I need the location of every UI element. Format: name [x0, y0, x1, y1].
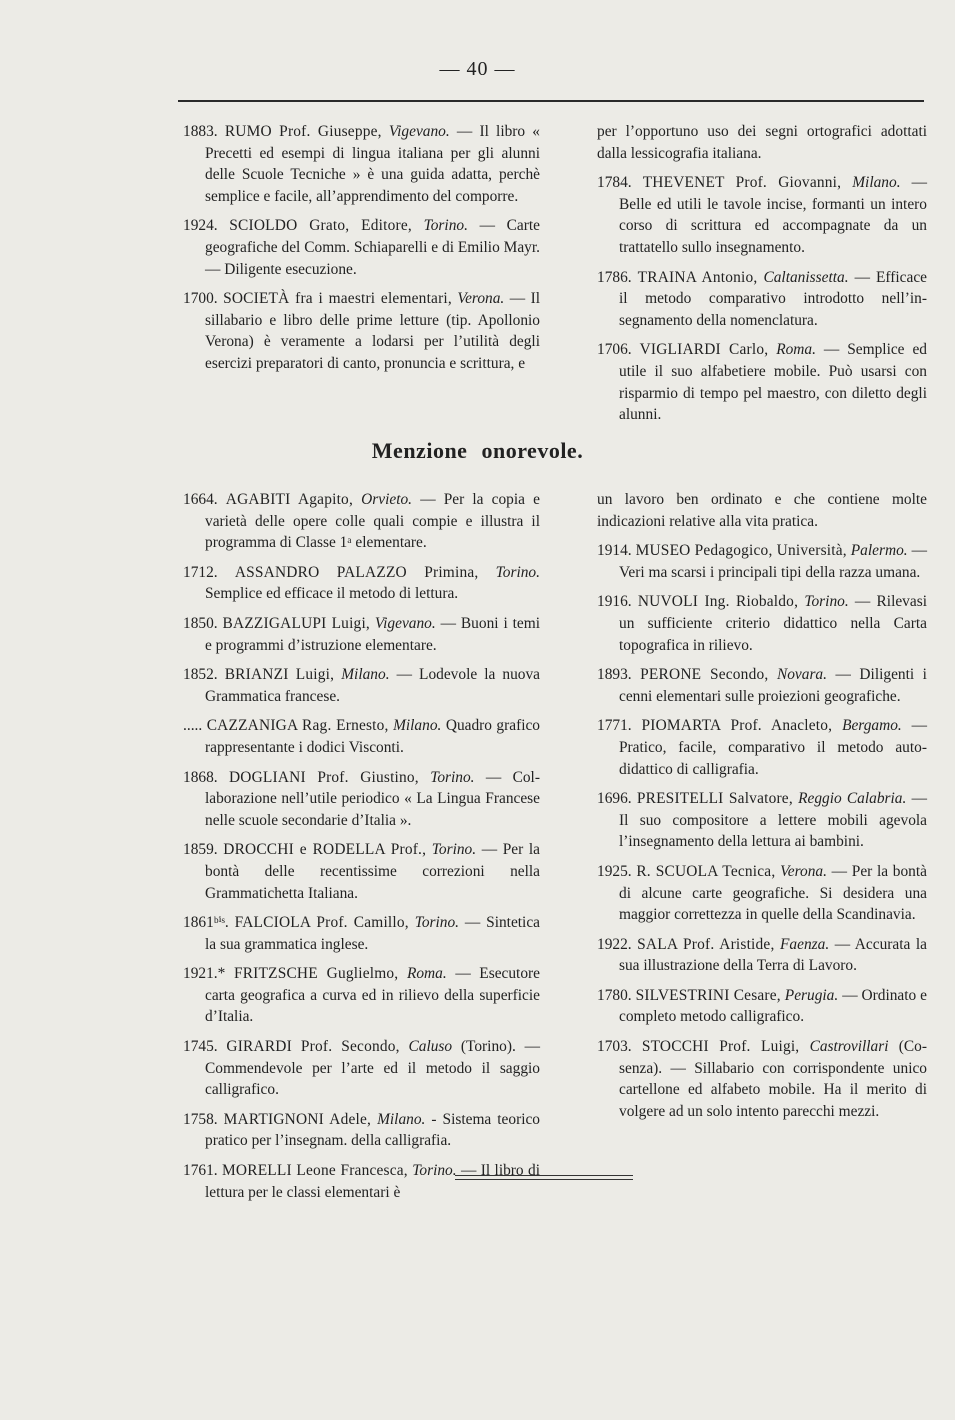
entry-place: Faenza.	[780, 935, 830, 953]
entry-text: — Semplice ed utile il suo alfabetiere mobile. Può usarsi con risparmio di tempo pel maestro, con diletto degli alunni.	[619, 341, 927, 424]
entry-text: — Veri ma scarsi i principali tipi della razza umana.	[619, 542, 927, 581]
entry-name: SILVESTRINI Cesare,	[635, 986, 781, 1004]
header-rule	[178, 100, 924, 102]
entry-place: Orvieto.	[361, 491, 413, 508]
entry-place: Vigevano.	[374, 614, 436, 632]
entry-number: 1758.	[183, 1110, 218, 1128]
section-title-word-2: onorevole.	[481, 438, 584, 463]
entry-text: — Buoni i temi e programmi d’istruzione elementare.	[205, 614, 540, 654]
entry-place: Vigevano.	[388, 123, 450, 140]
entry-number: 1883.	[183, 123, 218, 140]
entry-place: Torino.	[804, 593, 849, 611]
entry	[597, 172, 927, 258]
entry-name: PIOMARTA Prof. Anacleto,	[641, 717, 833, 735]
entry-number: 1850.	[183, 614, 218, 632]
entry-place: Milano.	[852, 174, 901, 192]
entry-number: 1786.	[597, 268, 632, 286]
entry-place: Torino.	[430, 768, 475, 786]
entry-place: Novara.	[776, 666, 827, 684]
entry	[597, 664, 927, 707]
entry-text: — Il suo compositore a lettere mobili agevola l’insegnamento della lettura ai bambini.	[619, 790, 927, 851]
entry-text: — Per la bontà delle recentissime correzioni nella Grammatichetta Italiana.	[205, 841, 540, 902]
entry-name: RUMO Prof. Giuseppe,	[224, 123, 382, 140]
entry-place: Caltanissetta.	[763, 268, 849, 286]
entry-text: — Esecutore carta geografica a curva ed in rilievo della superficie d’Italia.	[205, 965, 540, 1026]
entry-number: 1703.	[597, 1038, 632, 1056]
entry	[597, 267, 927, 332]
entry-text: — Accurata la sua illustrazione della Terra di Lavoro.	[619, 935, 927, 975]
entry-place: Roma.	[776, 341, 816, 359]
entry	[597, 861, 927, 926]
entry-number: 1706.	[597, 341, 632, 359]
entry-text: — Rilevasi un sufficiente criterio didattico nella Carta topografica in rilievo.	[619, 593, 927, 654]
entry	[597, 788, 927, 853]
entry-place: Torino.	[423, 217, 468, 235]
entry-name: SOCIETÀ fra i maestri elementari,	[223, 290, 452, 308]
entry-text: — Per la copia e varietà delle opere colle quali compie e illustra il programma di Classe 1ᵃ elementare.	[205, 491, 540, 552]
entry-text: — Pratico, facile, comparativo il metodo autodidattico di calligrafia.	[619, 717, 927, 778]
entry-number: 1893.	[597, 666, 632, 684]
entry	[597, 934, 927, 977]
entry	[597, 339, 927, 425]
entry-name: PERONE Secondo,	[640, 666, 769, 684]
entry-number: 1916.	[597, 593, 632, 611]
entry	[183, 121, 540, 207]
entry-name: VIGLIARDI Carlo,	[639, 341, 769, 359]
entry-text: (Torino). — Commendevole per l’arte ed il metodo il saggio calligrafico.	[205, 1038, 540, 1099]
entry-name: MARTIGNONI Adele,	[223, 1110, 372, 1128]
entry-text: — Lodevole la nuova Grammatica francese.	[205, 666, 540, 705]
entry	[183, 715, 540, 758]
page-number: — 40 —	[439, 58, 516, 80]
entry-place: Castrovillari	[809, 1038, 889, 1056]
entry-text: — Efficace il metodo comparativo introdotto nell’insegnamento della nomenclatura.	[619, 268, 927, 329]
entry-name: TRAINA Antonio,	[637, 268, 758, 286]
entry-name: GIRARDI Prof. Secondo,	[226, 1038, 400, 1056]
entry-number: 1924.	[183, 217, 218, 235]
entry-text: — Sintetica la sua grammatica inglese.	[205, 914, 540, 953]
entry-name: PRESITELLI Salvatore,	[636, 790, 793, 808]
entry-place: Caluso	[408, 1038, 453, 1056]
entry-place: Verona.	[457, 290, 505, 308]
entry-number: 1859.	[183, 841, 218, 859]
entry-name: SCIOLDO Grato, Editore,	[229, 217, 412, 235]
entry	[597, 591, 927, 656]
entry-place: Milano.	[377, 1110, 426, 1128]
entry-name: SALA Prof. Aristide,	[637, 935, 775, 953]
bottom-left-column	[183, 489, 540, 1211]
entry-name: BRIANZI Luigi,	[224, 666, 335, 684]
entry-name: MORELLI Leone Francesca,	[222, 1162, 408, 1180]
entry-name: CAZZANIGA Rag. Ernesto,	[206, 717, 389, 735]
entry-name: DOGLIANI Prof. Giustino,	[228, 768, 419, 786]
entry-name: ASSANDRO PALAZZO Primina,	[234, 563, 479, 581]
entry	[183, 215, 540, 280]
entry	[183, 767, 540, 832]
entry-text: — Il sillabario e libro delle prime letture (tip. Apollonio Verona) è veramente a lodarsi per l’utilità degli esercizi preparatori di canto, pronuncia e scrittura, e	[205, 290, 540, 372]
entry-text: Quadro grafico rappresentante i dodici Visconti.	[205, 717, 541, 756]
entry	[597, 1036, 927, 1122]
entry-place: Milano.	[341, 666, 390, 684]
entry-name: NUVOLI Ing. Riobaldo,	[637, 593, 799, 611]
entry-name: DROCCHI e RODELLA Prof.,	[223, 841, 427, 859]
entry	[183, 562, 540, 605]
entry-name: FRITZSCHE Guglielmo,	[233, 965, 399, 983]
entry-name: R. SCUOLA Tecnica,	[636, 862, 776, 880]
closing-double-rule	[455, 1175, 633, 1183]
entry	[183, 288, 540, 374]
entry	[597, 715, 927, 780]
entry-place: Milano.	[393, 717, 442, 735]
entry-text: — Il libro « Precetti ed esempi di lingua italiana per gli alunni delle Scuole Tecniche » è una guida adatta, perchè semplice e facile, all’apprendimento del comporre.	[205, 123, 540, 205]
entry-number: 1664.	[183, 491, 218, 508]
entry-number: 1780.	[597, 986, 632, 1004]
entry-text: per l’opportuno uso dei segni ortografici adottati dalla lessicografia italiana.	[597, 123, 927, 162]
entry	[597, 540, 927, 583]
entry-name: BAZZIGALUPI Luigi,	[222, 614, 370, 632]
entry-name: AGABITI Agapito,	[225, 491, 353, 508]
entry-place: Torino.	[431, 841, 477, 859]
entry-number: 1712.	[183, 563, 218, 581]
entry-number: 1696.	[597, 790, 632, 808]
entry-name: STOCCHI Prof. Luigi,	[641, 1038, 800, 1056]
entry-number: 1914.	[597, 542, 632, 560]
section-title-word-1: Menzione	[371, 438, 468, 463]
entry-text: Semplice ed efficace il metodo di lettura.	[205, 585, 459, 603]
entry-number: .....	[183, 717, 203, 735]
entry-number: 1784.	[597, 174, 632, 192]
entry-number: 1745.	[183, 1038, 218, 1056]
entry-number: 1922.	[597, 935, 632, 953]
entry	[183, 1109, 540, 1152]
entry-text: — Per la bontà di alcune carte geografiche. Si desidera una maggior correttezza in quelle della Scandinavia.	[619, 862, 927, 924]
entry-number: 1861ᵇⁱˢ.	[183, 914, 229, 932]
entry	[597, 985, 927, 1028]
entry-number: 1868.	[183, 768, 218, 786]
bottom-right-column	[597, 489, 927, 1130]
entry-place: Torino.	[414, 914, 460, 932]
entry	[183, 613, 540, 656]
entry-place: Torino.	[412, 1162, 457, 1180]
entry-place: Perugia.	[784, 986, 839, 1004]
entry-number: 1700.	[183, 290, 218, 308]
entry-text: — Diligenti i cenni elementari sulle proiezioni geografiche.	[619, 666, 927, 705]
entry-text: — Ordinato e completo metodo calligrafico.	[619, 986, 927, 1026]
entry-text: — Carte geografiche del Comm. Schiaparelli e di Emilio Mayr. — Diligente esecuzione.	[205, 217, 540, 278]
entry-name: THEVENET Prof. Giovanni,	[642, 174, 842, 192]
top-right-column	[597, 121, 927, 434]
entry	[597, 489, 927, 532]
entry	[183, 664, 540, 707]
entry-text: un lavoro ben ordinato e che contiene molte indicazioni relative alla vita pratica.	[597, 491, 927, 530]
entry-text: — Belle ed utili le tavole incise, formanti un intero corso di scrittura ed accompagnate da un trattatello sullo insegnamento.	[619, 174, 927, 256]
entry-text: - Sistema teorico pratico per l’insegnam. della calligrafia.	[205, 1110, 540, 1150]
entry	[183, 489, 540, 554]
entry-number: 1921.*	[183, 965, 226, 983]
entry-text: — Collaborazione nell’utile periodico « La Lingua Francese nelle scuole secondarie d’Italia ».	[205, 768, 540, 829]
entry	[183, 1036, 540, 1101]
entry-place: Verona.	[780, 862, 827, 880]
entry	[183, 839, 540, 904]
section-title	[0, 438, 955, 464]
entry-number: 1852.	[183, 666, 218, 684]
entry-place: Reggio Calabria.	[798, 790, 907, 808]
entry-place: Palermo.	[850, 542, 908, 560]
entry	[597, 121, 927, 164]
entry-number: 1925.	[597, 862, 632, 880]
entry-name: FALCIOLA Prof. Camillo,	[234, 914, 409, 932]
entry-place: Roma.	[406, 965, 447, 983]
entry-text: (Cosenza). — Sillabario con corrispondente unico cartellone ed alfabeto mobile. Ha il merito di volgere ad un solo intento parecchi mezzi.	[619, 1038, 927, 1120]
entry-number: 1771.	[597, 717, 632, 735]
entry-text: — Il libro di lettura per le classi elementari è	[205, 1162, 540, 1201]
entry	[183, 963, 540, 1028]
top-left-column	[183, 121, 540, 383]
entry-place: Bergamo.	[842, 717, 902, 735]
entry	[183, 912, 540, 955]
entry-place: Torino.	[495, 563, 540, 581]
entry-name: MUSEO Pedagogico, Università,	[635, 542, 847, 560]
entry-number: 1761.	[183, 1162, 218, 1180]
